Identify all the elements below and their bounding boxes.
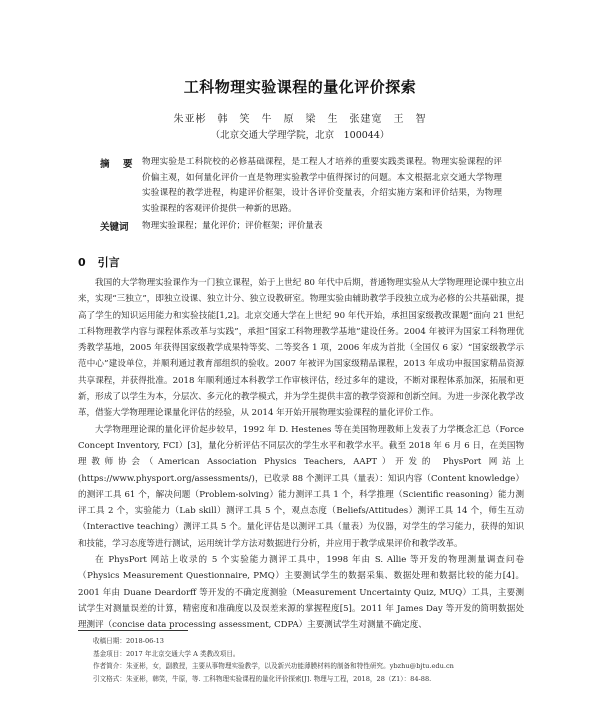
footnote-citation: 引文格式：朱亚彬，韩笑，牛原，等. 工科物理实验课程的量化评价探索[J]. 物理与工程，2018，28（Z1）：84-88. [93, 674, 432, 683]
paper-title: 工科物理实验课程的量化评价探索 [183, 78, 417, 96]
affiliation: （北京交通大学理学院，北京 100044） [210, 130, 390, 141]
body-paragraph: 大学物理理论课的量化评价起步较早，1992 年 D. Hestenes 等在美国物理教师上发表了力学概念汇总（Force Concept Inventory, FCI）[3]，量化分析评估不同层次的学生水平和教学水平。截至 2018 年 6 月 6 日，在美国物理教师协会（American Association Physics Teachers, AAPT）开发的 PhysPort 网站上(https://www.physport.org/assessments/)，已收录 88 个测评工具（量表）：知识内容（Content knowledge）的测评工具 61 个，解决问题（Problem-solving）能力测评工具 1 个，科学推理（Scientific reasoning）能力测评工具 2 个，实验能力（Lab skill）测评工具 5 个，观点态度（Beliefs/Attitudes）测评工具 14 个，师生互动（Interactive teaching）测评工具 5 个。量化评估是以测评工具（量表）为仪器，对学生的学习能力，获得的知识和技能，学习态度等进行测试，运用统计学方法对数据进行分析，并应用于教学成果评价和教学改革。 [78, 424, 524, 549]
abstract-label: 摘 要 [100, 159, 135, 170]
footnote-received: 收稿日期：2018-06-13 [93, 637, 164, 645]
footnotes [93, 635, 533, 685]
footnote-funding: 基金项目：2017 年北京交通大学 A 类教改项目。 [93, 649, 240, 658]
section-heading [78, 254, 132, 270]
body-paragraph: 我国的大学物理实验课作为一门独立课程，始于上世纪 80 年代中后期，普通物理实验从大学物理理论课中独立出来，实现“三独立”，即独立设课、独立计分、独立设教研室。物理实验由辅助教学手段独立成为必修的公共基础课，提高了学生的知识运用能力和实验技能[1,2]。北京交通大学在上世纪 90 年代开始，承担国家级教改课题“面向 21 世纪工科物理教学内容与课程体系改革与实践”，承担“国家工科物理教学基地”建设任务。2004 年被评为国家工科物理优秀教学基地，2005 年获得国家级教学成果特等奖、二等奖各 1 项，2006 年成为首批（全国仅 6 家）“国家级教学示范中心”建设单位，并顺利通过教育部组织的验收。2007 年被评为国家级精品课程，2013 年成功申报国家精品资源共享课程，并获得批准。2018 年顺利通过本科教学工作审核评估，经过多年的建设，不断对课程体系加深，拓展和更新，形成了以学生为本，分层次、多元化的教学模式，并为学生提供丰富的教学资源和创新空间。为进一步深化教学改革，借鉴大学物理理论课量化评估的经验，从 2014 年开始开展物理实验课程的量化评价工作。 [78, 278, 524, 419]
body-text [78, 275, 524, 634]
section-title: 引言 [97, 256, 120, 269]
body-paragraph: 在 PhysPort 网站上收录的 5 个实验能力测评工具中，1998 年由 S. Allie 等开发的物理测量调查问卷（Physics Measurement Questionnaire, PMQ）主要测试学生的数据采集、数据处理和数据比较的能力[4]。2001 年由 Duane Deardorff 等开发的不确定度测验（Measurement Uncertainty Quiz, MUQ）工具，主要测试学生对测量误差的计算，精密度和准确度以及误差来源的掌握程度[5]。2011 年 James Day 等开发的简明数据处理测评（concise data processing assessment, CDPA）主要测试学生对测量不确定度、 [78, 555, 524, 631]
footnote-divider [78, 630, 188, 631]
keywords-text: 物理实验课程；量化评价；评价框架；评价量表 [142, 221, 323, 231]
abstract-text: 物理实验是工科院校的必修基础课程，是工程人才培养的重要实践类课程。物理实验课程的评价偏主观，如何量化评价一直是物理实验教学中值得探讨的问题。本文根据北京交通大学物理实验课程的教学进程，构建评价框架，设计各评价变量表，介绍实施方案和评价结果，为物理实验课程的客观评价提供一种新的思路。 [142, 157, 502, 214]
keywords-label: 关键词 [100, 222, 129, 233]
section-number: 0 [78, 256, 86, 269]
footnote-author: 作者简介：朱亚彬，女，副教授，主要从事物理实验教学，以及新兴功能薄膜材料的制备和特性研究。ybzhu@bjtu.edu.cn [93, 662, 454, 670]
author-list: 朱亚彬 韩 笑 牛 原 梁 生 张建宽 王 智 [173, 114, 427, 125]
